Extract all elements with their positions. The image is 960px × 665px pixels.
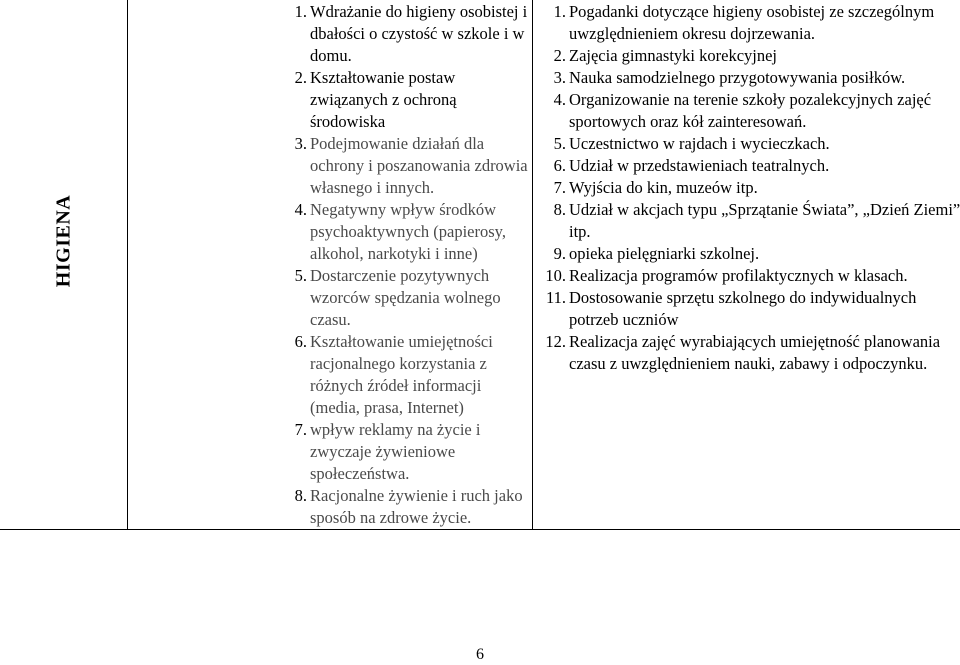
item-number: 7. — [284, 419, 310, 485]
item-number: 12. — [533, 331, 569, 375]
item-number: 4. — [284, 199, 310, 265]
item-text: Podejmowanie działań dla ochrony i poszanowania zdrowia własnego i innych. — [310, 133, 532, 199]
list-item — [533, 177, 960, 199]
item-text: Udział w akcjach typu „Sprzątanie Świata”, „Dzień Ziemi” itp. — [569, 199, 960, 243]
list-item — [128, 265, 532, 331]
item-text: wpływ reklamy na życie i zwyczaje żywieniowe społeczeństwa. — [310, 419, 532, 485]
item-text: Uczestnictwo w rajdach i wycieczkach. — [569, 133, 960, 155]
item-text: Pogadanki dotyczące higieny osobistej ze szczególnym uwzględnieniem okresu dojrzewania. — [569, 1, 960, 45]
list-item — [533, 243, 960, 265]
item-number: 1. — [533, 1, 569, 45]
item-text: Udział w przedstawieniach teatralnych. — [569, 155, 960, 177]
item-number: 5. — [533, 133, 569, 155]
list-item — [533, 89, 960, 133]
list-item — [533, 199, 960, 243]
label-cell — [0, 0, 128, 530]
item-number: 8. — [533, 199, 569, 243]
item-text: opieka pielęgniarki szkolnej. — [569, 243, 960, 265]
list-item — [533, 133, 960, 155]
list-item — [533, 331, 960, 375]
list-item — [533, 155, 960, 177]
item-text: Kształtowanie umiejętności racjonalnego korzystania z różnych źródeł informacji (media, prasa, Internet) — [310, 331, 532, 419]
list-item — [533, 67, 960, 89]
item-number: 10. — [533, 265, 569, 287]
list-item — [128, 67, 532, 133]
list-item — [533, 1, 960, 45]
activities-list — [533, 0, 960, 375]
list-item — [128, 199, 532, 265]
item-number: 4. — [533, 89, 569, 133]
item-number: 6. — [533, 155, 569, 177]
activities-cell — [533, 0, 960, 530]
item-number: 3. — [533, 67, 569, 89]
item-text: Realizacja zajęć wyrabiających umiejętność planowania czasu z uwzględnieniem nauki, zabawy i odpoczynku. — [569, 331, 960, 375]
item-text: Dostosowanie sprzętu szkolnego do indywidualnych potrzeb uczniów — [569, 287, 960, 331]
item-number: 2. — [284, 67, 310, 133]
list-item — [533, 265, 960, 287]
item-number: 5. — [284, 265, 310, 331]
item-number: 8. — [284, 485, 310, 529]
item-number: 2. — [533, 45, 569, 67]
goals-cell — [128, 0, 533, 530]
item-text: Wyjścia do kin, muzeów itp. — [569, 177, 960, 199]
item-number: 1. — [284, 1, 310, 67]
item-number: 9. — [533, 243, 569, 265]
item-text: Negatywny wpływ środków psychoaktywnych (papierosy, alkohol, narkotyki i inne) — [310, 199, 532, 265]
list-item — [128, 485, 532, 529]
item-number: 3. — [284, 133, 310, 199]
item-text: Realizacja programów profilaktycznych w klasach. — [569, 265, 960, 287]
list-item — [128, 331, 532, 419]
item-number: 6. — [284, 331, 310, 419]
item-text: Nauka samodzielnego przygotowywania posiłków. — [569, 67, 960, 89]
page-number: 6 — [0, 645, 960, 665]
list-item — [533, 45, 960, 67]
item-text: Dostarczenie pozytywnych wzorców spędzania wolnego czasu. — [310, 265, 532, 331]
list-item — [128, 419, 532, 485]
list-item — [128, 1, 532, 67]
item-number: 7. — [533, 177, 569, 199]
goals-list — [128, 0, 532, 529]
list-item — [533, 287, 960, 331]
item-number: 11. — [533, 287, 569, 331]
section-label: HIGIENA — [52, 195, 75, 287]
item-text: Kształtowanie postaw związanych z ochroną środowiska — [310, 67, 532, 133]
list-item — [128, 133, 532, 199]
item-text: Wdrażanie do higieny osobistej i dbałości o czystość w szkole i w domu. — [310, 1, 532, 67]
item-text: Organizowanie na terenie szkoły pozalekcyjnych zajęć sportowych oraz kół zainteresowań. — [569, 89, 960, 133]
item-text: Zajęcia gimnastyki korekcyjnej — [569, 45, 960, 67]
item-text: Racjonalne żywienie i ruch jako sposób na zdrowe życie. — [310, 485, 532, 529]
